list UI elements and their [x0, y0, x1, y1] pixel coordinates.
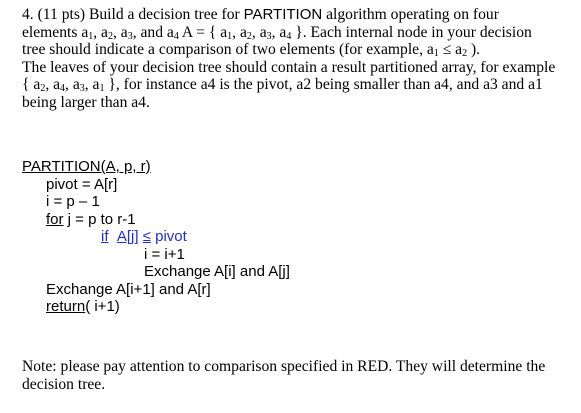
- problem-line-2: elements $a_1$, $a_2$, $a_3$, and $a_4$ A = { $a_1$, $a_2$, $a_3$, $a_4$ }. Each internal node in your decision: [22, 23, 532, 42]
- problem-line-6: being larger than a4.: [22, 93, 150, 111]
- problem-statement: [22, 6, 555, 111]
- algorithm-name: PARTITION: [243, 6, 323, 23]
- code-pivot: pivot = A[r]: [46, 175, 118, 193]
- code-for-loop: for j = p to r-1: [46, 210, 136, 228]
- code-exchange-inner: Exchange A[i] and A[j]: [144, 263, 290, 280]
- code-header: PARTITION(A, p, r): [22, 158, 151, 175]
- if-keyword: if: [101, 228, 109, 245]
- for-keyword: for: [46, 210, 64, 228]
- code-i-increment: i = i+1: [144, 245, 185, 263]
- note: [22, 358, 545, 393]
- problem-line-5: { $a_2$, $a_4$, $a_3$, $a_1$ }, for instance a4 is the pivot, a2 being smaller than a4, and a3 and a1: [22, 76, 543, 94]
- partition-pseudocode: [22, 158, 290, 316]
- note-line-1: Note: please pay attention to comparison specified in RED. They will determine the: [22, 358, 546, 375]
- comparison-lhs: A[j]: [116, 228, 139, 245]
- problem-line-1: 4. (11 pts) Build a decision tree for PARTITION algorithm operating on four: [22, 6, 499, 23]
- code-if-comparison: [22, 228, 290, 246]
- return-keyword: return: [46, 298, 86, 315]
- note-line-2: decision tree.: [22, 375, 106, 393]
- code-exchange-outer: Exchange A[i+1] and A[r]: [46, 280, 211, 298]
- comparison-operator: ≤: [142, 228, 151, 245]
- code-i-init: i = p – 1: [46, 193, 100, 210]
- comparison-rhs: pivot: [150, 228, 187, 245]
- code-return: return( i+1): [46, 298, 120, 315]
- problem-line-4: The leaves of your decision tree should contain a result partitioned array, for example: [22, 58, 556, 76]
- problem-line-3: tree should indicate a comparison of two elements (for example, $a_1 \le a_2$ ).: [22, 41, 481, 59]
